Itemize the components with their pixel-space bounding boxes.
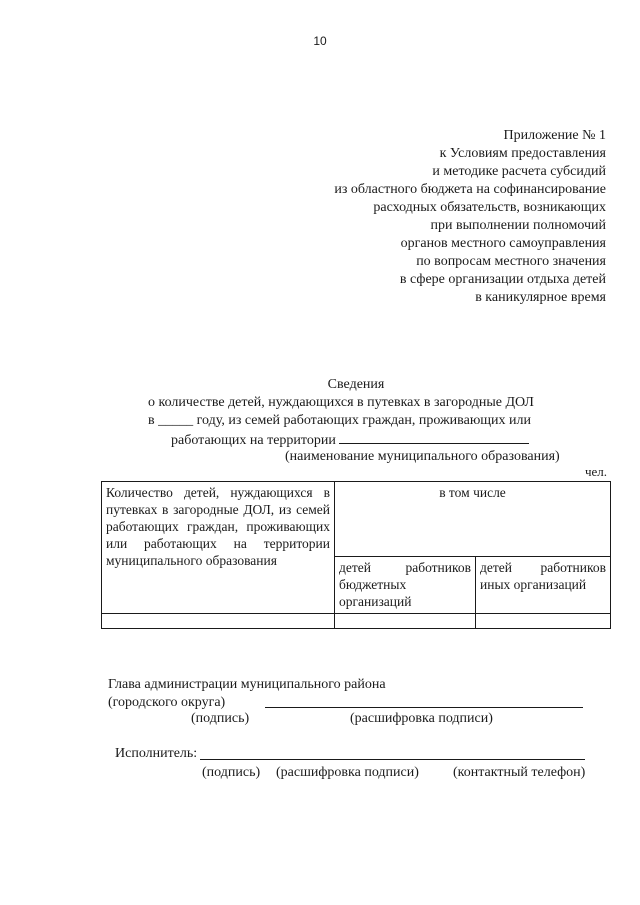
col3-header: детей работников иных организаций [476, 557, 611, 614]
appendix-line: в каникулярное время [475, 290, 606, 305]
col2-header: детей работников бюджетных организаций [335, 557, 476, 614]
appendix-line: в сфере организации отдыха детей [399, 272, 606, 287]
executor-line[interactable] [200, 759, 585, 760]
table-cell[interactable] [476, 614, 611, 629]
head-title-2-text: (городского округа) [108, 695, 226, 710]
executor-name-caption: (расшифровка подписи) [276, 765, 419, 780]
appendix-line: по вопросам местного значения [416, 254, 606, 269]
territory-fill-line[interactable] [339, 430, 529, 444]
head-signature-caption: (подпись) [191, 711, 250, 726]
appendix-line: при выполнении полномочий [430, 218, 606, 233]
data-table [101, 481, 611, 629]
appendix-line: органов местного самоуправления [400, 236, 606, 251]
head-signature-line[interactable] [265, 707, 583, 708]
executor-label: Исполнитель: [115, 746, 198, 761]
appendix-line: из областного бюджета на софинансирование [334, 182, 606, 197]
territory-label: работающих на территории [171, 433, 336, 448]
document-title: Сведения [327, 377, 385, 392]
heading-line-3 [171, 430, 529, 450]
table-cell[interactable] [102, 614, 335, 629]
appendix-line: расходных обязательств, возникающих [373, 200, 606, 215]
table-cell[interactable] [335, 614, 476, 629]
year-prefix: в [148, 413, 155, 428]
appendix-line: к Условиям предоставления [439, 146, 606, 161]
head-title: Глава администрации муниципального района [108, 677, 386, 692]
heading-line-1: о количестве детей, нуждающихся в путевках в загородные ДОЛ [148, 395, 534, 410]
head-name-caption: (расшифровка подписи) [350, 711, 493, 726]
col1-header: Количество детей, нуждающихся в путевках в загородные ДОЛ, из семей работающих граждан, проживающих или работающих на территории муниципального образования [102, 482, 335, 614]
table-row [102, 614, 611, 629]
executor-signature-caption: (подпись) [202, 765, 261, 780]
year-blank[interactable]: _____ [158, 413, 194, 428]
executor-phone-caption: (контактный телефон) [453, 765, 586, 780]
appendix-line: Приложение № 1 [503, 128, 606, 143]
heading-line-2 [148, 412, 531, 430]
appendix-line: и методике расчета субсидий [432, 164, 606, 179]
heading-line-4: (наименование муниципального образования) [285, 449, 560, 464]
page-number: 10 [313, 34, 327, 48]
unit-label: чел. [584, 464, 607, 479]
group-header: в том числе [335, 482, 611, 557]
heading-line-2-text: году, из семей работающих граждан, проживающих или [196, 413, 532, 428]
appendix-block [246, 127, 606, 307]
